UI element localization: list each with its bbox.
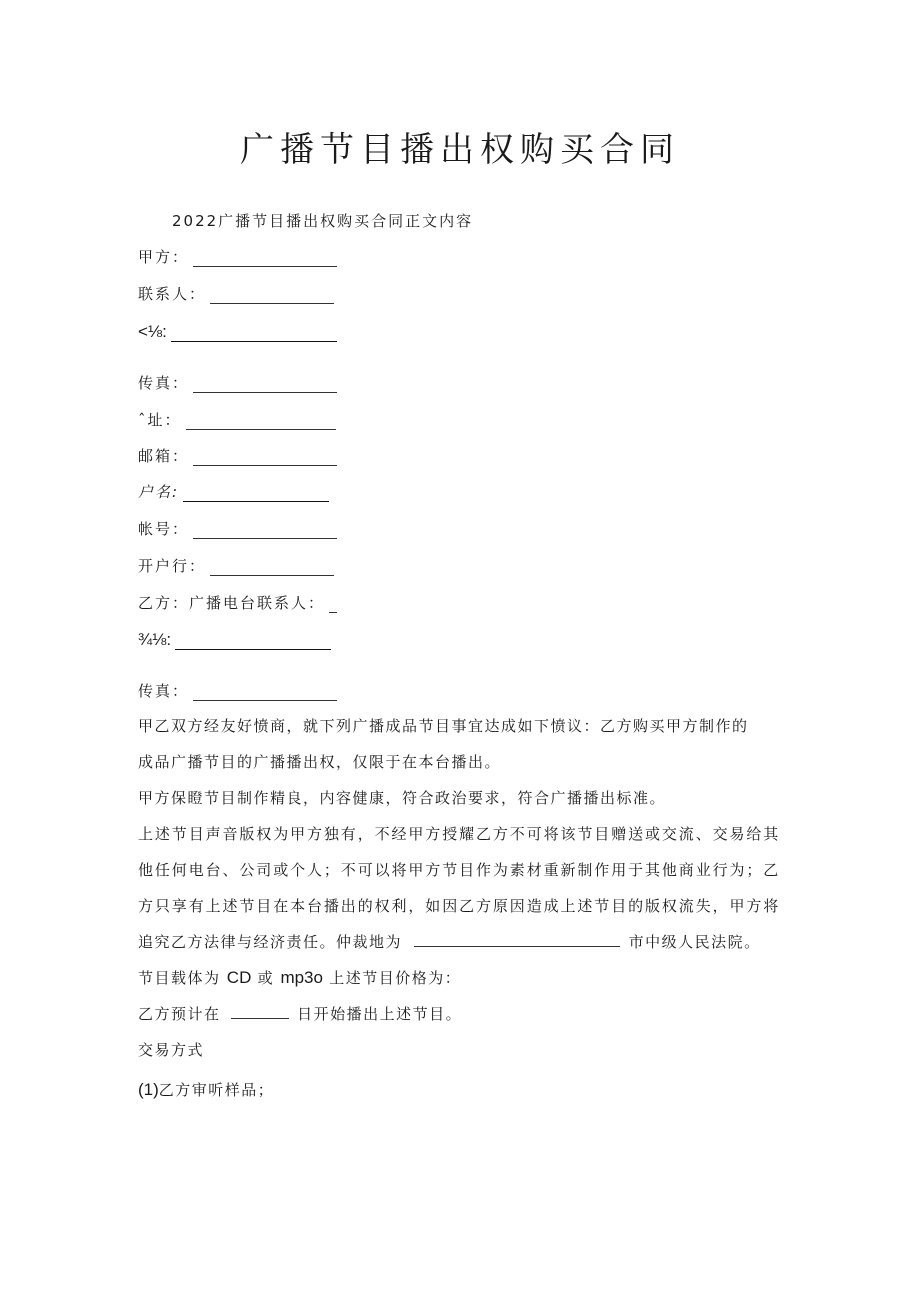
paragraph-text: 节目载体为 (138, 969, 221, 987)
paragraph-text: 追究乙方法律与经济责任。仲裁地为 (138, 933, 403, 951)
paragraph-line: 成品广播节目的广播播出权，仅限于在本台播出。 (138, 753, 502, 771)
paragraph-line: 甲乙双方经友好愤商，就下列广播成品节目事宜达成如下愤议：乙方购买甲方制作的 (138, 717, 749, 735)
paragraph-line: 他任何电台、公司或个人；不可以将甲方节目作为素材重新制作用于其他商业行为；乙 (138, 861, 781, 879)
field-label: <⅛: (138, 322, 167, 341)
start-date-line (138, 996, 786, 1032)
email-field (138, 445, 337, 466)
paragraph-text: mp3o (280, 968, 323, 987)
field-label: 帐号： (138, 520, 190, 538)
paragraph-line: 交易方式 (138, 1041, 205, 1059)
paragraph-line: 上述节目声音版权为甲方独有，不经甲方授耀乙方不可将该节目赠送或交流、交易给其 (138, 825, 781, 843)
field-label: 传真： (138, 682, 190, 700)
party-b-field (138, 592, 337, 613)
paragraph-line: 甲方保瞪节目制作精良，内容健康，符合政治要求，符合广播播出标准。 (138, 789, 667, 807)
field-label: 传真： (138, 374, 190, 392)
blank-line (193, 374, 337, 393)
bank-field (138, 555, 334, 576)
carrier-line (138, 960, 786, 996)
party-b-fax-field (138, 680, 337, 701)
party-b-phone-field (138, 630, 331, 650)
blank-line (186, 411, 336, 430)
paragraph-text: 市中级人民法院。 (628, 933, 761, 951)
field-label: 甲方： (138, 248, 190, 266)
arbitration-line (138, 924, 786, 960)
fax-field (138, 372, 337, 393)
blank-line (193, 248, 337, 267)
document-subtitle: 2022广播节目播出权购买合同正文内容 (172, 212, 474, 230)
field-label: ¾⅛: (138, 630, 172, 649)
paragraph-text: CD (226, 968, 252, 987)
blank-line (193, 682, 337, 701)
paragraph-line: 方只享有上述节目在本台播出的权利，如因乙方原因造成上述节目的版权流失，甲方将 (138, 897, 781, 915)
paragraph-text: 乙方审听样品； (158, 1081, 275, 1099)
account-number-field (138, 518, 337, 539)
document-title: 广播节目播出权购买合同 (240, 130, 680, 170)
blank-line (210, 557, 334, 576)
field-label: 开户行： (138, 557, 207, 575)
blank-line (183, 483, 329, 502)
field-label: 户名: (138, 483, 180, 501)
paragraph-text: 上述节目价格为： (329, 969, 462, 987)
phone-field (138, 322, 337, 342)
blank-line (193, 447, 337, 466)
contact-field (138, 283, 334, 304)
account-name-field (138, 481, 329, 502)
paragraph-text: 日开始播出上述节目。 (297, 1005, 463, 1023)
clause-paragraph (138, 708, 786, 1108)
field-label: ˆ址： (138, 411, 182, 429)
blank-line (329, 594, 337, 613)
paragraph-text: 乙方预计在 (138, 1005, 221, 1023)
party-a-field (138, 246, 337, 267)
blank-line (231, 1004, 289, 1019)
blank-line (414, 932, 620, 947)
field-label: 联系人： (138, 285, 207, 303)
blank-line (210, 285, 334, 304)
list-number: (1) (138, 1080, 159, 1099)
field-label: 乙方：广播电台联系人： (138, 594, 326, 612)
field-label: 邮箱： (138, 447, 190, 465)
blank-line (193, 520, 337, 539)
list-item (138, 1072, 786, 1108)
address-field (138, 409, 336, 430)
blank-line (171, 323, 337, 342)
paragraph-text: 或 (257, 969, 275, 987)
blank-line (175, 631, 331, 650)
